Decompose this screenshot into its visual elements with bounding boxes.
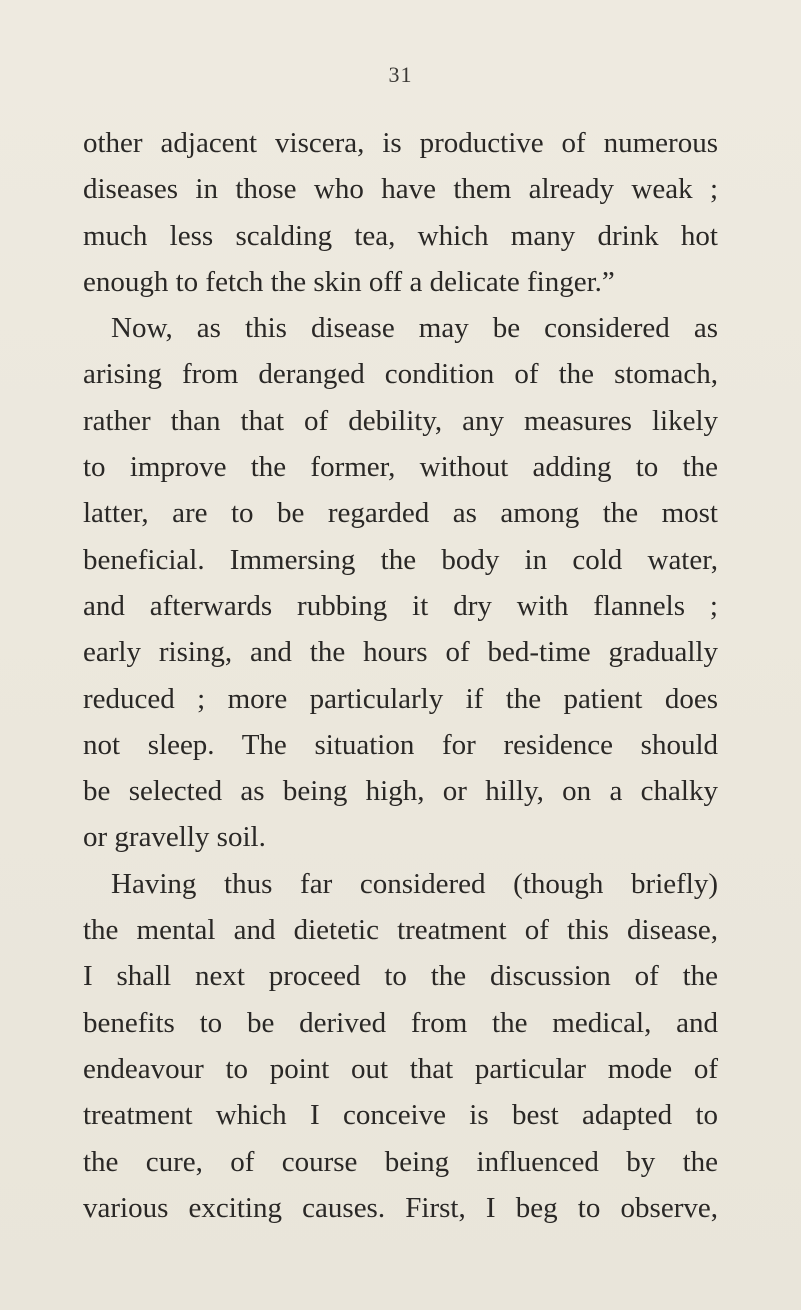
text-line: latter, are to be regarded as among the most <box>83 497 718 530</box>
text-line: endeavour to point out that particular mode of <box>83 1052 718 1085</box>
text-line: enough to fetch the skin off a delicate finger.” <box>83 265 615 298</box>
text-line: various exciting causes. First, I beg to observe, <box>83 1191 718 1224</box>
text-line: and afterwards rubbing it dry with flannels ; <box>83 589 718 622</box>
text-line: I shall next proceed to the discussion of the <box>83 960 718 993</box>
text-line: diseases in those who have them already weak ; <box>83 173 718 206</box>
text-line: Now, as this disease may be considered as <box>111 312 718 345</box>
text-line: reduced ; more particularly if the patient does <box>83 682 718 715</box>
text-line: be selected as being high, or hilly, on a chalky <box>83 775 718 808</box>
text-line: Having thus far considered (though briefly) <box>111 867 718 900</box>
text-line: rather than that of debility, any measures likely <box>83 404 718 437</box>
text-line: the cure, of course being influenced by the <box>83 1145 718 1178</box>
text-line: not sleep. The situation for residence should <box>83 728 718 761</box>
text-line: early rising, and the hours of bed-time gradually <box>83 636 718 669</box>
text-line: beneficial. Immersing the body in cold water, <box>83 543 718 576</box>
text-line: to improve the former, without adding to the <box>83 451 718 484</box>
body-text <box>83 120 718 1231</box>
text-line: the mental and dietetic treatment of this disease, <box>83 914 718 947</box>
text-line: treatment which I conceive is best adapted to <box>83 1099 718 1132</box>
text-line: much less scalding tea, which many drink hot <box>83 219 718 252</box>
page-number: 31 <box>388 62 413 87</box>
text-line: or gravelly soil. <box>83 821 266 854</box>
text-line: benefits to be derived from the medical, and <box>83 1006 718 1039</box>
text-line: arising from deranged condition of the stomach, <box>83 358 718 391</box>
text-line: other adjacent viscera, is productive of numerous <box>83 127 718 159</box>
